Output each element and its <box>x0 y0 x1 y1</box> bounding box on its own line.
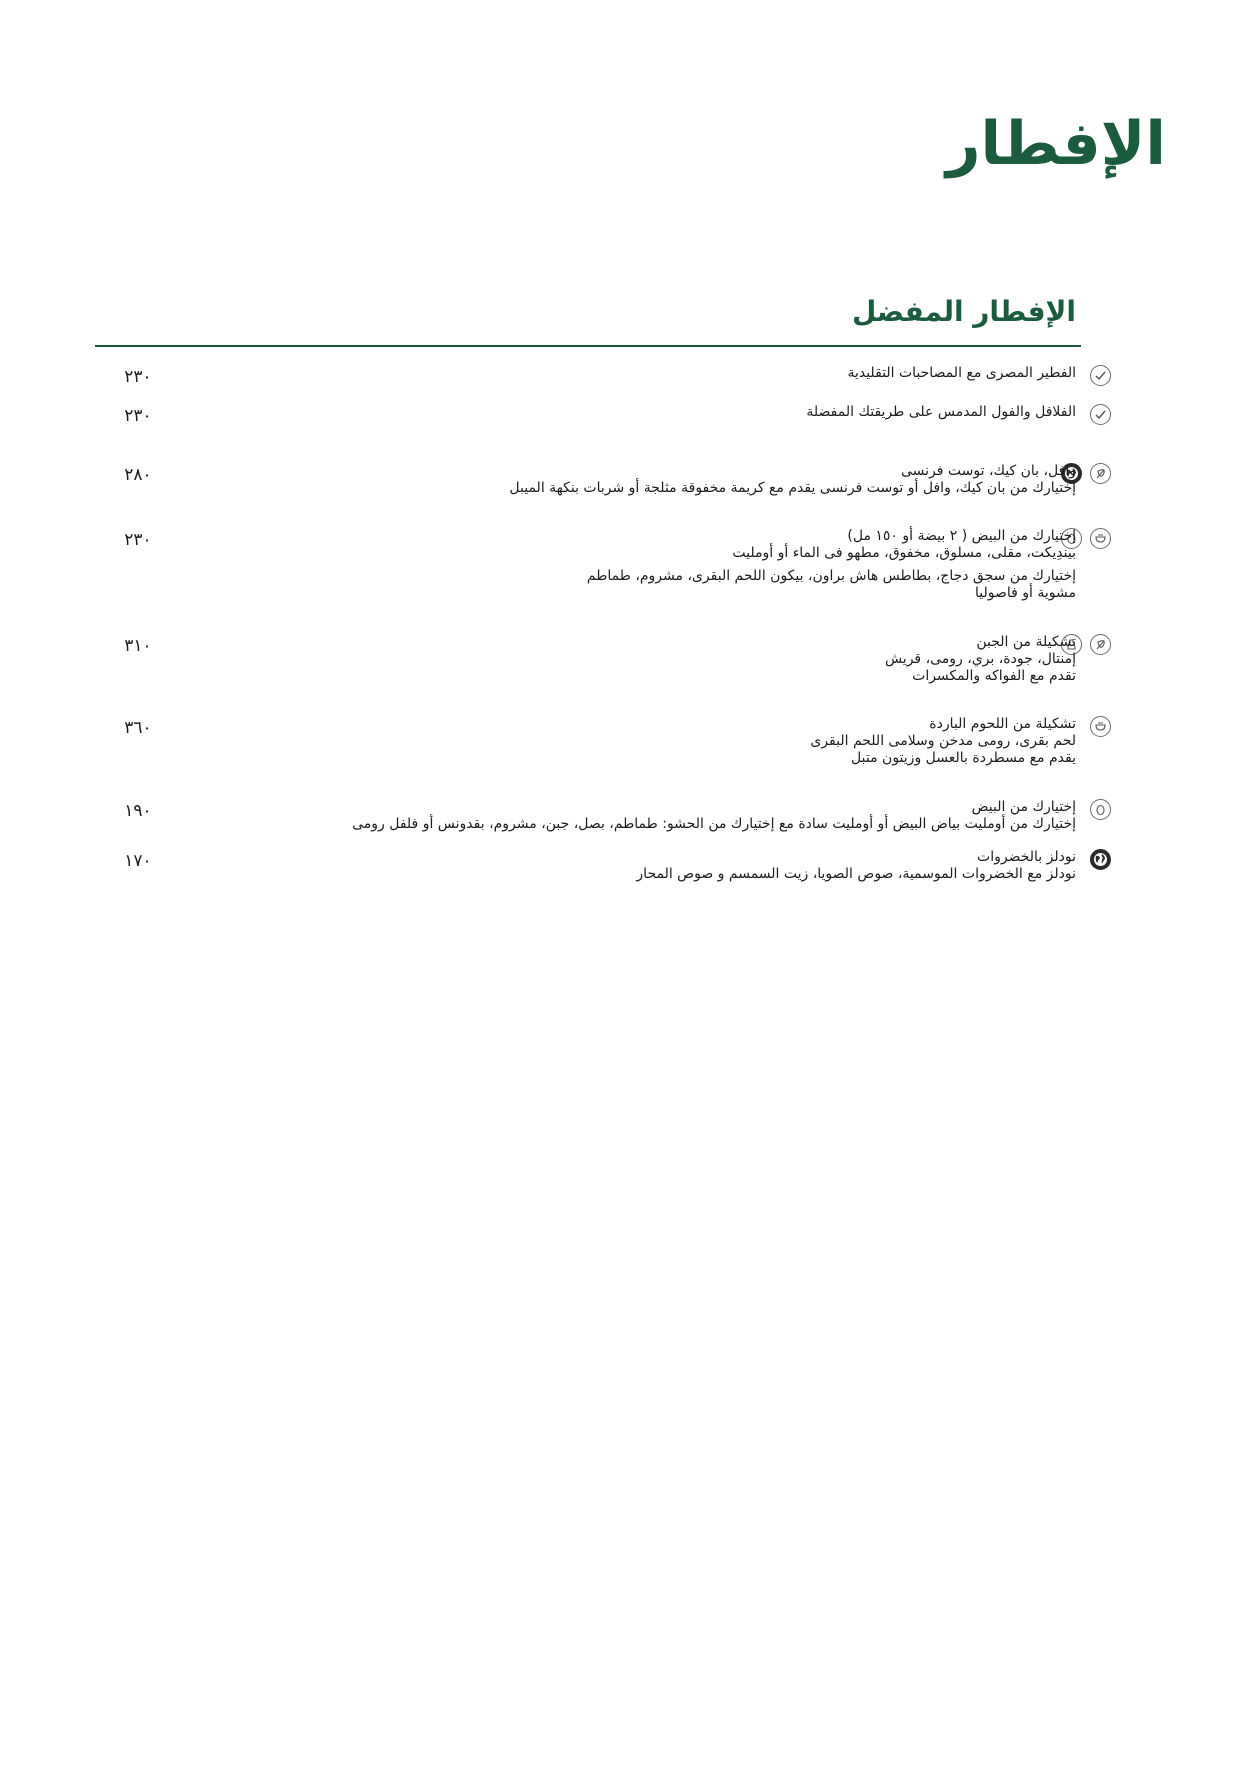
menu-item-description: إختيارك من بان كيك، وافل أو توست فرنسى يقدم مع كريمة مخفوقة مثلجة أو شربات بنكهة الميبل <box>509 480 1076 496</box>
page-title: الإفطار <box>945 109 1166 179</box>
menu-item-price: ١٩٠ <box>124 801 152 821</box>
menu-item-name: تشكيلة من الجبن <box>976 634 1076 650</box>
menu-item-name: نودلز بالخضروات <box>977 849 1076 865</box>
menu-item-price: ٢٣٠ <box>124 367 152 387</box>
checkmark-icon <box>1090 404 1111 425</box>
menu-item-price: ٣٦٠ <box>124 718 152 738</box>
menu-item-description: يقدم مع مسطردة بالعسل وزيتون متبل <box>851 750 1076 766</box>
menu-item-text <box>176 528 1076 602</box>
dietary-icons <box>1090 404 1111 426</box>
menu-item-description: مشوية أو فاصوليا <box>974 585 1076 601</box>
globe-icon <box>1090 849 1111 870</box>
dietary-icons <box>1090 716 1111 738</box>
menu-item-name: إختيارك من البيض ( ٢ بيضة أو ١٥٠ مل) <box>847 528 1076 544</box>
menu-item-text <box>176 404 1076 421</box>
menu-item-price: ٢٨٠ <box>124 465 152 485</box>
menu-item-price: ٣١٠ <box>124 636 152 656</box>
menu-item-description: إختيارك من سجق دجاج، بطاطس هاش براون، بيكون اللحم البقرى، مشروم، طماطم <box>586 568 1076 584</box>
menu-item-price: ٢٣٠ <box>124 530 152 550</box>
menu-item-price: ١٧٠ <box>124 851 152 871</box>
dietary-icons <box>1090 799 1111 821</box>
menu-item-text <box>176 849 1076 883</box>
menu-item-text <box>176 365 1076 382</box>
menu-item-description: بيندِيكت، مقلى، مسلوق، مخفوق، مطهو فى الماء أو أومليت <box>732 545 1076 561</box>
menu-item-text <box>176 634 1076 685</box>
menu-item-description: إختيارك من أومليت بياض البيض أو أومليت سادة مع إختيارك من الحشو: طماطم، بصل، جبن، مشروم، بقدونس أو فلفل رومى <box>352 816 1076 832</box>
menu-item-description: إمنتال، جودة، بري، رومى، قريش <box>884 651 1076 667</box>
menu-item-description: لحم بقرى، رومى مدخن وسلامى اللحم البقرى <box>810 733 1076 749</box>
menu-item-name: الفطير المصرى مع المصاحبات التقليدية <box>847 365 1076 381</box>
menu-item-name: إختيارك من البيض <box>971 799 1076 815</box>
dietary-icons <box>1090 849 1111 871</box>
feather-icon <box>1090 463 1111 484</box>
menu-item-price: ٢٣٠ <box>124 406 152 426</box>
dietary-icons <box>1090 365 1111 387</box>
checkmark-icon <box>1090 365 1111 386</box>
menu-item-name: تشكيلة من اللحوم الباردة <box>929 716 1076 732</box>
bowl-icon <box>1090 528 1111 549</box>
menu-item-text <box>176 463 1076 497</box>
section-title: الإفطار المفضل <box>851 295 1076 328</box>
menu-item-name: وافل، بان كيك، توست فرنسى <box>901 463 1076 479</box>
feather-icon <box>1090 634 1111 655</box>
menu-item-description: نودلز مع الخضروات الموسمية، صوص الصويا، زيت السمسم و صوص المحار <box>636 866 1076 882</box>
bowl-icon <box>1090 716 1111 737</box>
menu-item-description: تقدم مع الفواكه والمكسرات <box>912 668 1076 684</box>
menu-item-name: الفلافل والفول المدمس على طريقتك المفضلة <box>806 404 1076 420</box>
menu-item-text <box>176 799 1076 833</box>
menu-item-text <box>176 716 1076 767</box>
section-divider <box>95 345 1081 347</box>
egg-icon <box>1090 799 1111 820</box>
